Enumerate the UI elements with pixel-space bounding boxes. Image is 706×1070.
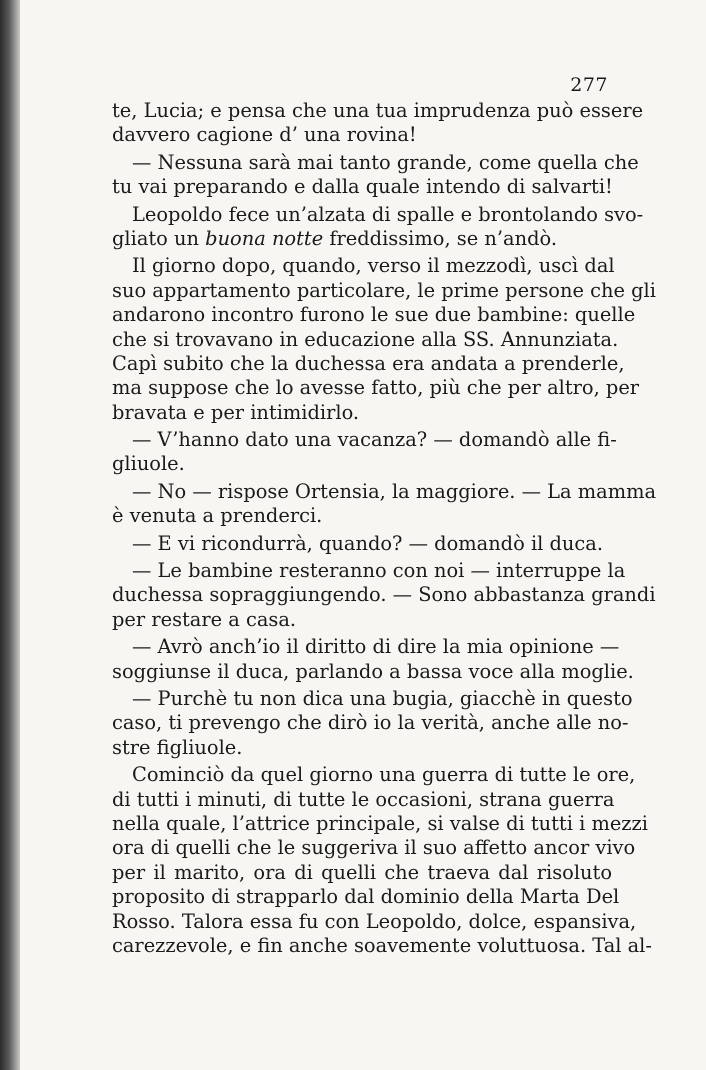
text-line: ora di quelli che le suggeriva il suo affetto ancor vivo: [112, 836, 636, 860]
text-line: — Avrò anch’io il diritto di dire la mia opinione —: [132, 635, 620, 659]
italic-phrase: buona notte: [205, 226, 324, 250]
text-line: stre figliuole.: [112, 735, 243, 759]
text-line: proposito di strapparlo dal dominio della Marta Del: [112, 885, 620, 909]
text-line: Rosso. Talora essa fu con Leopoldo, dolce, espansiva,: [112, 909, 637, 933]
page-number: 277: [570, 74, 608, 96]
text-line: per il marito, ora di quelli che traeva dal risoluto: [112, 860, 612, 884]
text-line: che si trovavano in educazione alla SS. Annunziata.: [112, 327, 619, 351]
text-line: andarono incontro furono le sue due bambine: quelle: [112, 303, 636, 327]
text-line: di tutti i minuti, di tutte le occasioni, strana guerra: [112, 787, 615, 811]
text-line: nella quale, l’attrice principale, si valse di tutti i mezzi: [112, 811, 648, 835]
text-line: duchessa sopraggiungendo. — Sono abbastanza grandi: [112, 583, 656, 607]
text-line: — Nessuna sarà mai tanto grande, come quella che: [132, 150, 639, 174]
text-line: — Purchè tu non dica una bugia, giacchè in questo: [132, 686, 633, 710]
text-line: per restare a casa.: [112, 607, 297, 631]
text-line: suo appartamento particolare, le prime persone che gli: [112, 278, 656, 302]
text-segment: gliato un: [112, 226, 206, 250]
text-line: te, Lucia; e pensa che una tua imprudenza può essere: [112, 99, 644, 122]
text-line: [112, 227, 612, 251]
text-line: soggiunse il duca, parlando a bassa voce alla moglie.: [112, 659, 634, 683]
text-line: ma suppose che lo avesse fatto, più che per altro, per: [112, 376, 640, 400]
body-text: [112, 99, 657, 958]
text-line: carezzevole, e fin anche soavemente voluttuosa. Tal al-: [112, 933, 652, 957]
text-line: — V’hanno dato una vacanza? — domandò alle fi-: [132, 428, 617, 452]
text-line: — No — rispose Ortensia, la maggiore. — La mamma: [132, 479, 657, 503]
text-line: Il giorno dopo, quando, verso il mezzodì, uscì dal: [132, 254, 615, 278]
text-line: Leopoldo fece un’alzata di spalle e brontolando svo-: [132, 202, 644, 226]
text-line: tu vai preparando e dalla quale intendo di salvarti!: [112, 175, 613, 199]
text-line: — E vi ricondurrà, quando? — domandò il duca.: [132, 531, 603, 555]
text-line: Cominciò da quel giorno una guerra di tutte le ore,: [132, 763, 636, 787]
text-line: bravata e per intimidirlo.: [112, 400, 360, 424]
text-line: — Le bambine resteranno con noi — interruppe la: [132, 559, 626, 583]
text-segment: freddissimo, se n’andò.: [323, 226, 557, 250]
text-line: gliuole.: [112, 452, 185, 476]
text-line: davvero cagione d’ una rovina!: [112, 123, 417, 147]
book-spine-shadow: [0, 0, 20, 1070]
text-line: Capì subito che la duchessa era andata a prenderle,: [112, 351, 625, 375]
text-line: è venuta a prenderci.: [112, 504, 323, 528]
text-line: caso, ti prevengo che dirò io la verità, anche alle no-: [112, 711, 629, 735]
